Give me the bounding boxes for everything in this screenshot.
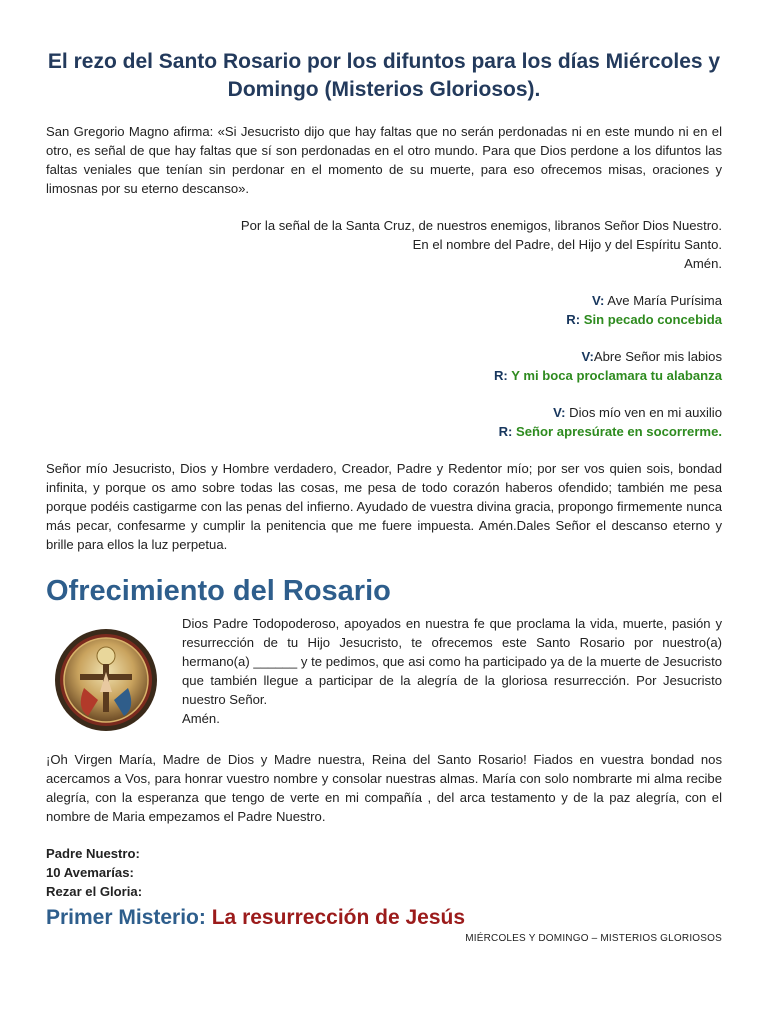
misterio-heading — [46, 903, 722, 933]
misterio-name: La resurrección de Jesús — [211, 906, 466, 929]
document-title: El rezo del Santo Rosario por los difuntos para los días Miércoles y Domingo (Misterios Gloriosos). — [47, 50, 721, 101]
document-page — [46, 48, 722, 933]
response-3: R: Señor apresúrate en socorrerme. — [498, 424, 722, 439]
virgen-paragraph: ¡Oh Virgen María, Madre de Dios y Madre nuestra, Reina del Santo Rosario! Fiados en vuestra bondad nos acercamos a Vos, para honrar vuestro nombre y consolar nuestras almas. María con solo nombrarte mi alma recibe alegría, con la esperanza que tengo de verte en mi compañía , del arca testamento y de la paz alegría, con el nombre de Maria empezamos el Padre Nuestro. — [46, 752, 722, 824]
ofrecimiento-amen: Amén. — [182, 711, 220, 726]
contricion-paragraph: Señor mío Jesucristo, Dios y Hombre verdadero, Creador, Padre y Redentor mío; por ser vos quien sois, bondad infinita, y porque os amo sobre todas las cosas, me pesa de todo corazón haberos ofendido; también me pesa porque podéis castigarme con las penas del infierno. Ayudado de vuestra divina gracia, propongo firmemente nunca más pecar, confesarme y cumplir la penitencia que me fuere impuesta. Amén.Dales Señor el descanso eterno y brille para ellos la luz perpetua. — [46, 461, 722, 552]
misterio-label: Primer Misterio: — [46, 906, 206, 929]
trinity-medallion-image — [54, 628, 158, 732]
signo-line-1: Por la señal de la Santa Cruz, de nuestros enemigos, libranos Señor Dios Nuestro. — [240, 218, 722, 233]
ofrecimiento-heading: Ofrecimiento del Rosario — [46, 575, 391, 607]
signo-line-3: Amén. — [684, 256, 722, 271]
versicle-2: V:Abre Señor mis labios — [581, 349, 722, 364]
oracion-padre-nuestro: Padre Nuestro: — [46, 846, 140, 861]
ofrecimiento-text: Dios Padre Todopoderoso, apoyados en nuestra fe que proclama la vida, muerte, pasión y resurrección de tu Hijo Jesucristo, te ofrecemos este Santo Rosario por nuestro(a) hermano(a) ______ y te pedimos, que asi como ha participado ya de la muerte de Jesucristo que también llegue a participar de la alegría de la gloriosa resurrección. Por Jesucristo nuestro Señor. — [182, 616, 722, 707]
versicle-1: V: Ave María Purísima — [591, 293, 722, 308]
versicle-3: V: Dios mío ven en mi auxilio — [553, 405, 722, 420]
oracion-avemarias: 10 Avemarías: — [46, 865, 134, 880]
intro-paragraph: San Gregorio Magno afirma: «Si Jesucristo dijo que hay faltas que no serán perdonadas ni en este mundo ni en el otro, es señal de que hay faltas que sí son perdonadas en el otro mundo. Para que Dios perdone a los difuntos las faltas veniales que tenían sin perdonar en el momento de su muerte, para eso ofrecemos misas, oraciones y limosnas por su eterno descanso». — [46, 124, 722, 196]
response-1: R: Sin pecado concebida — [566, 312, 722, 327]
ofrecimiento-block — [46, 614, 722, 732]
response-2: R: Y mi boca proclamara tu alabanza — [493, 368, 722, 383]
oracion-gloria: Rezar el Gloria: — [46, 884, 143, 899]
signo-line-2: En el nombre del Padre, del Hijo y del Espíritu Santo. — [412, 237, 722, 252]
page-footer: MIÉRCOLES Y DOMINGO – MISTERIOS GLORIOSOS — [465, 933, 722, 944]
